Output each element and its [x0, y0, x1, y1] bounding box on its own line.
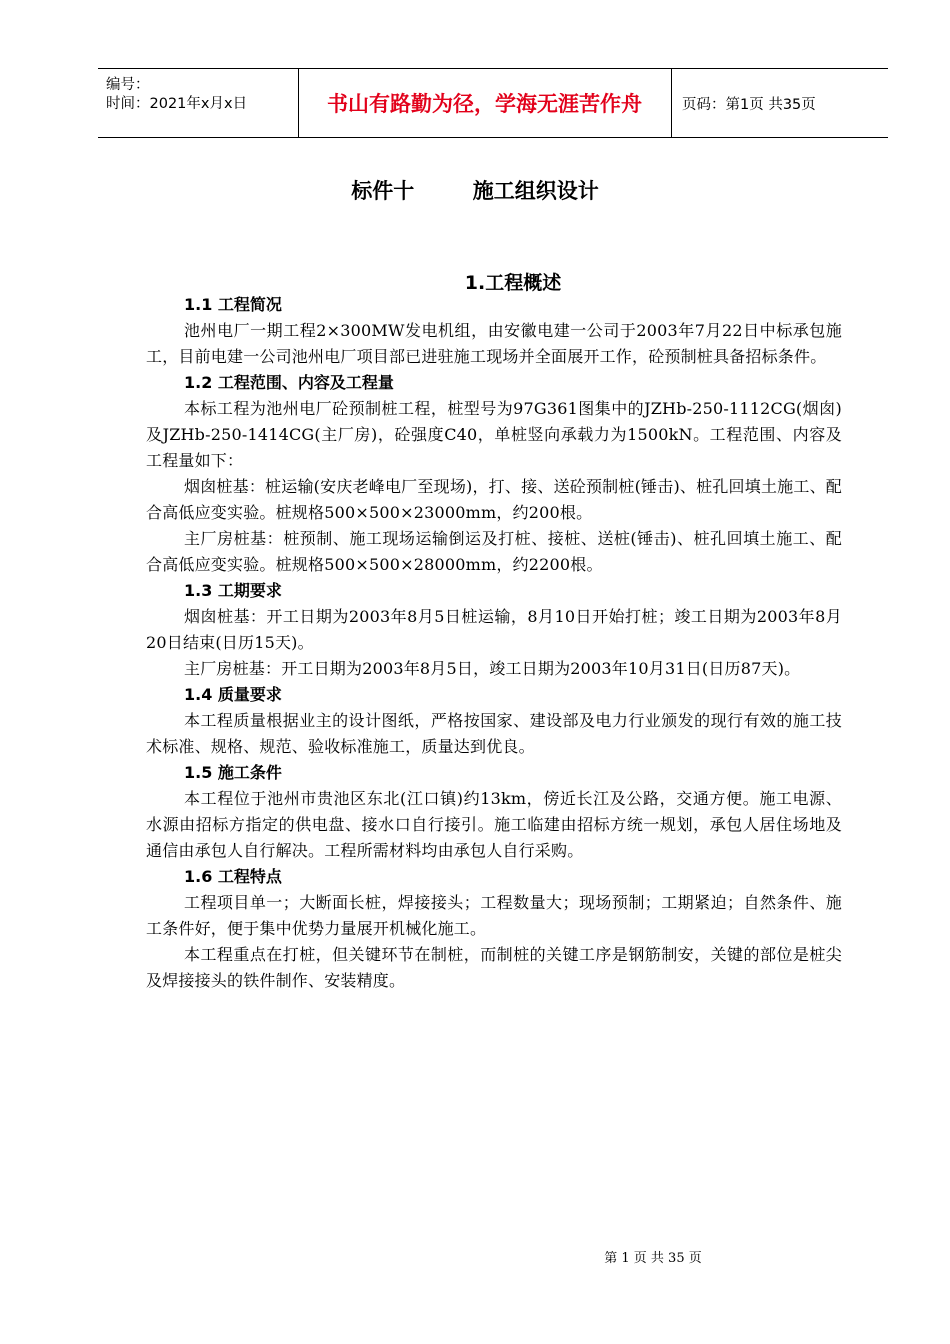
- subsection-1-5: [146, 760, 842, 864]
- paragraph: 本标工程为池州电厂砼预制桩工程，桩型号为97G361图集中的JZHb-250-1112CG(烟囱)及JZHb-250-1414CG(主厂房)，砼强度C40，单桩竖向承载力为1500kN。工程范围、内容及工程量如下：: [146, 399, 842, 470]
- subsection-heading: 1.4 质量要求: [184, 685, 282, 704]
- paragraph: 主厂房桩基：开工日期为2003年8月5日，竣工日期为2003年10月31日(日历87天)。: [184, 659, 801, 678]
- header-meta-cell: [98, 69, 299, 137]
- page-header: [98, 68, 888, 138]
- subsection-1-1: [146, 292, 842, 370]
- number-label: 编号：: [106, 77, 150, 93]
- subsection-1-3: [146, 578, 842, 682]
- subsection-heading: 1.2 工程范围、内容及工程量: [184, 373, 394, 392]
- header-page-cell: [672, 69, 888, 137]
- paragraph: 本工程位于池州市贵池区东北(江口镇)约13km，傍近长江及公路，交通方便。施工电源、水源由招标方指定的供电盘、接水口自行接引。施工临建由招标方统一规划，承包人居住场地及通信由承包人自行解决。工程所需材料均由承包人自行采购。: [146, 789, 842, 860]
- paragraph: 本工程重点在打桩，但关键环节在制桩，而制桩的关键工序是钢筋制安，关键的部位是桩尖及焊接接头的铁件制作、安装精度。: [146, 945, 842, 990]
- subsection-heading: 1.6 工程特点: [184, 867, 282, 886]
- subsection-1-6: [146, 864, 842, 994]
- paragraph: 本工程质量根据业主的设计图纸，严格按国家、建设部及电力行业颁发的现行有效的施工技术标准、规格、规范、验收标准施工，质量达到优良。: [146, 711, 842, 756]
- paragraph: 主厂房桩基：桩预制、施工现场运输倒运及打桩、接桩、送桩(锤击)、桩孔回填土施工、配合高低应变实验。桩规格500×500×28000mm，约2200根。: [146, 529, 842, 574]
- document-body: [146, 292, 842, 994]
- paragraph: 工程项目单一；大断面长桩，焊接接头；工程数量大；现场预制；工期紧迫；自然条件、施工条件好，便于集中优势力量展开机械化施工。: [146, 893, 842, 938]
- paragraph: 池州电厂一期工程2×300MW发电机组，由安徽电建一公司于2003年7月22日中标承包施工，目前电建一公司池州电厂项目部已进驻施工现场并全面展开工作，砼预制桩具备招标条件。: [146, 321, 842, 366]
- subsection-heading: 1.1 工程简况: [184, 295, 282, 314]
- header-motto: 书山有路勤为径，学海无涯苦作舟: [298, 69, 672, 137]
- subsection-1-4: [146, 682, 842, 760]
- subsection-heading: 1.5 施工条件: [184, 763, 282, 782]
- page-footer: 第 1 页 共 35 页: [604, 1251, 702, 1266]
- document-title: 标件十 施工组织设计: [351, 179, 599, 203]
- section-title: 1.工程概述: [464, 272, 562, 294]
- subsection-1-2: [146, 370, 842, 578]
- page-info: 页码：第1页 共35页: [682, 96, 816, 113]
- time-label: 时间：2021年x月x日: [106, 96, 248, 112]
- paragraph: 烟囱桩基：桩运输(安庆老峰电厂至现场)，打、接、送砼预制桩(锤击)、桩孔回填土施工、配合高低应变实验。桩规格500×500×23000mm，约200根。: [146, 477, 842, 522]
- paragraph: 烟囱桩基：开工日期为2003年8月5日桩运输，8月10日开始打桩；竣工日期为2003年8月20日结束(日历15天)。: [146, 607, 842, 652]
- subsection-heading: 1.3 工期要求: [184, 581, 282, 600]
